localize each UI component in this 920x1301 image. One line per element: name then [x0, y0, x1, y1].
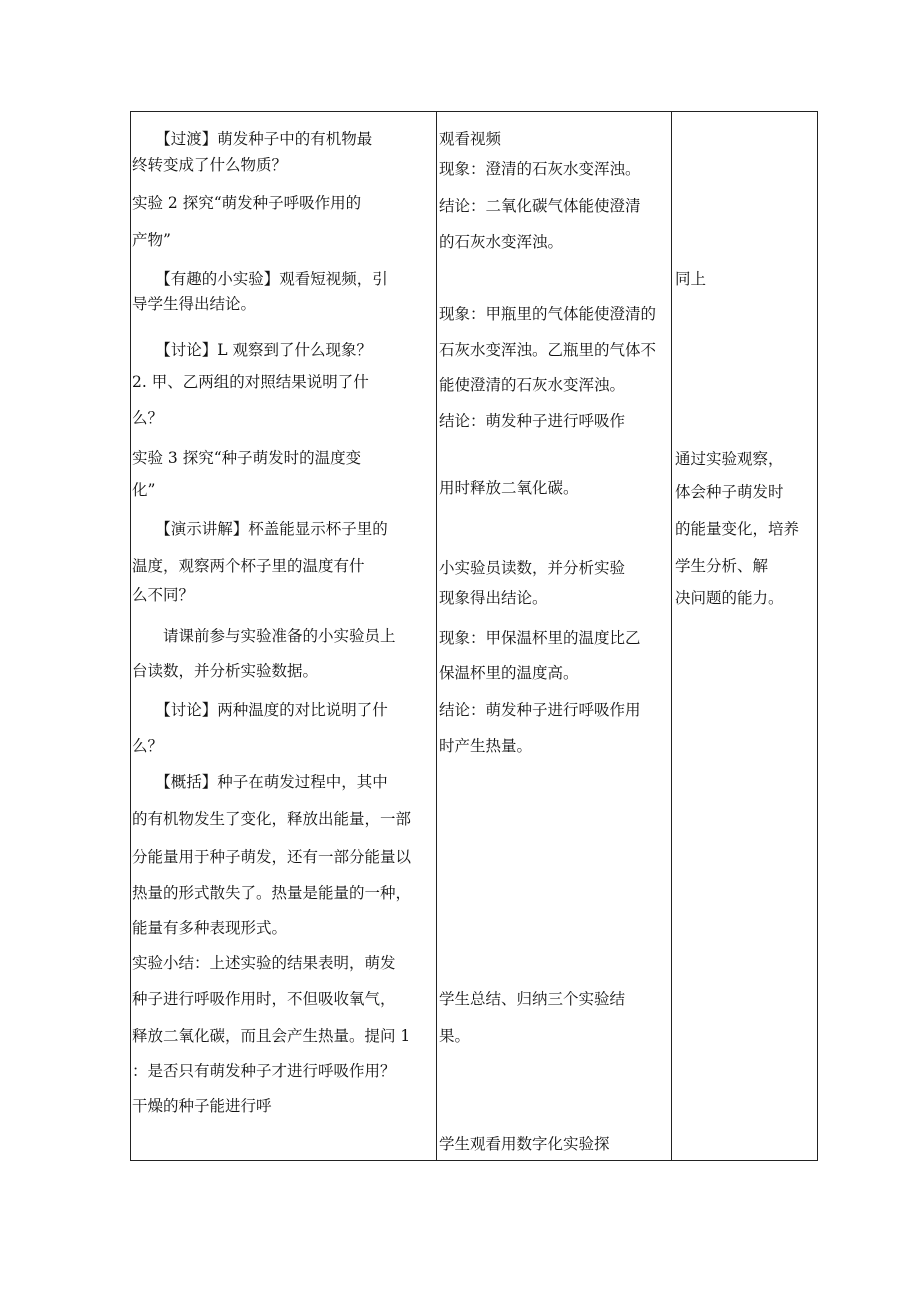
- text-line: 【演示讲解】杯盖能显示杯子里的: [132, 520, 388, 538]
- text-line: 同上: [675, 270, 707, 288]
- text-line: 能量有多种表现形式。: [132, 919, 288, 937]
- teacher-activity-column: [131, 112, 436, 1160]
- text-line: 么？: [132, 409, 164, 427]
- text-line: 【概括】种子在萌发过程中，其中: [132, 773, 388, 791]
- text-line: 的石灰水变浑浊。: [439, 233, 564, 251]
- text-line: 终转变成了什么物质？: [132, 156, 288, 174]
- text-line: 【讨论】两种温度的对比说明了什: [132, 701, 388, 719]
- text-line: 现象：澄清的石灰水变浑浊。: [439, 160, 641, 178]
- text-line: 结论：萌发种子进行呼吸作: [439, 412, 626, 430]
- text-line: 【讨论】L 观察到了什么现象？: [132, 341, 372, 359]
- text-line: 产物”: [132, 231, 171, 249]
- text-line: 请课前参与实验准备的小实验员上: [132, 627, 396, 645]
- text-line: 观看视频: [439, 130, 502, 148]
- text-line: 现象：甲瓶里的气体能使澄清的: [439, 305, 657, 323]
- student-activity-column: [437, 112, 671, 1160]
- text-line: 【过渡】萌发种子中的有机物最: [132, 130, 373, 148]
- text-line: 学生总结、归纳三个实验结: [439, 990, 626, 1008]
- text-line: 决问题的能力。: [675, 589, 784, 607]
- text-line: 温度，观察两个杯子里的温度有什: [132, 557, 365, 575]
- text-line: 用时释放二氧化碳。: [439, 479, 579, 497]
- text-line: 实验小结：上述实验的结果表明，萌发: [132, 954, 396, 972]
- text-line: 现象：甲保温杯里的温度比乙: [439, 629, 641, 647]
- text-line: 释放二氧化碳，而且会产生热量。提问 1: [132, 1027, 411, 1045]
- text-line: ：是否只有萌发种子才进行呼吸作用？: [132, 1062, 396, 1080]
- design-intent-column: [672, 112, 818, 1160]
- text-line: 石灰水变浑浊。乙瓶里的气体不: [439, 341, 657, 359]
- text-line: 的有机物发生了变化，释放出能量，一部: [132, 810, 412, 828]
- text-line: 么？: [132, 737, 164, 755]
- text-line: 分能量用于种子萌发，还有一部分能量以: [132, 848, 412, 866]
- text-line: 能使澄清的石灰水变浑浊。: [439, 376, 626, 394]
- text-line: 结论：二氧化碳气体能使澄清: [439, 197, 641, 215]
- text-line: 实验 3 探究“种子萌发时的温度变: [132, 449, 362, 467]
- lesson-plan-table: [130, 111, 818, 1161]
- text-line: 导学生得出结论。: [132, 295, 257, 313]
- text-line: 【有趣的小实验】观看短视频，引: [132, 270, 388, 288]
- text-line: 化”: [132, 481, 156, 499]
- text-line: 台读数，并分析实验数据。: [132, 662, 319, 680]
- text-line: 的能量变化，培养: [675, 520, 800, 538]
- text-line: 干燥的种子能进行呼: [132, 1097, 272, 1115]
- text-line: 么不同？: [132, 586, 195, 604]
- text-line: 小实验员读数，并分析实验: [439, 559, 626, 577]
- text-line: 2. 甲、乙两组的对照结果说明了什: [132, 373, 369, 391]
- text-line: 时产生热量。: [439, 737, 533, 755]
- text-line: 种子进行呼吸作用时，不但吸收氧气，: [132, 990, 396, 1008]
- text-line: 保温杯里的温度高。: [439, 664, 579, 682]
- text-line: 热量的形式散失了。热量是能量的一种，: [132, 884, 412, 902]
- text-line: 结论：萌发种子进行呼吸作用: [439, 701, 641, 719]
- text-line: 实验 2 探究“萌发种子呼吸作用的: [132, 194, 362, 212]
- text-line: 体会种子萌发时: [675, 483, 784, 501]
- text-line: 通过实验观察，: [675, 450, 784, 468]
- text-line: 学生观看用数字化实验探: [439, 1135, 610, 1153]
- text-line: 学生分析、解: [675, 557, 769, 575]
- text-line: 果。: [439, 1027, 471, 1045]
- text-line: 现象得出结论。: [439, 589, 548, 607]
